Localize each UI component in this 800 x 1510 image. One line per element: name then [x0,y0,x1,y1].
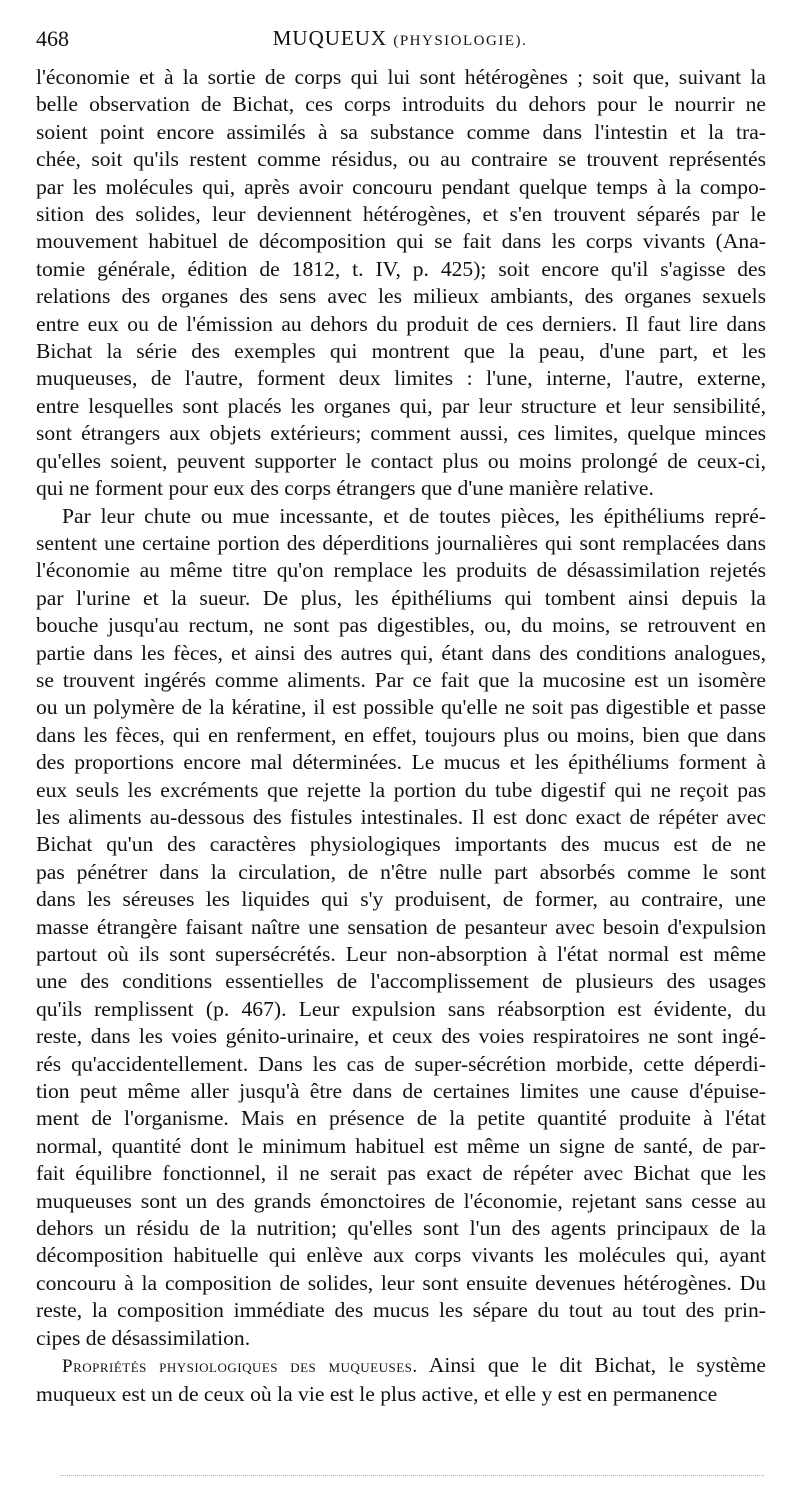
text-line: une des conditions essentielles de l'accomplissement de plusieurs des usages [36,969,766,994]
text-line: masse étrangère faisant naître une sensation de pesanteur avec besoin d'expulsion [36,914,766,939]
text-line: muqueuses, de l'autre, forment deux limites : l'une, interne, l'autre, externe, [36,366,766,391]
text-line: des proportions encore mal déterminées. Le mucus et les épithéliums forment à [36,750,766,775]
text-line: muqueux est un de ceux où la vie est le plus active, et elle y est en permanence [36,1381,718,1406]
text-line: partie dans les fèces, et ainsi des autres qui, étant dans des conditions analogues, [36,640,766,665]
text-line: par les molécules qui, après avoir concouru pendant quelque temps à la compo- [36,174,766,199]
text-line: Bichat qu'un des caractères physiologiques importants des mucus est de ne [36,832,766,857]
text-line: soient point encore assimilés à sa substance comme dans l'intestin et la tra- [36,119,766,144]
paragraph [36,64,766,503]
paragraph [36,503,766,1353]
text-line: pas pénétrer dans la circulation, de n'être nulle part absorbés comme le sont [36,859,766,884]
text-line: dehors un résidu de la nutrition; qu'elles sont l'un des agents principaux de la [36,1216,766,1241]
text-line: reste, la composition immédiate des mucus les sépare du tout au tout des prin- [36,1298,766,1323]
text-line: par l'urine et la sueur. De plus, les épithéliums qui tombent ainsi depuis la [36,585,766,610]
text-line: l'économie et à la sortie de corps qui lui sont hétérogènes ; soit que, suivant la [36,65,766,89]
text-line: sentent une certaine portion des déperditions journalières qui sont remplacées dans [36,530,766,555]
text-line: reste, dans les voies génito-urinaire, et ceux des voies respiratoires ne sont ingé- [36,1024,766,1049]
text-line: tion peut même aller jusqu'à être dans de certaines limites une cause d'épuise- [36,1079,766,1104]
text-line: l'économie au même titre qu'on remplace les produits de désassimilation rejetés [36,558,766,583]
text-line: bouche jusqu'au rectum, ne sont pas digestibles, ou, du moins, se retrouvent en [36,613,766,638]
text-line: les aliments au-dessous des fistules intestinales. Il est donc exact de répéter avec [36,804,766,829]
text-line: qui ne forment pour eux des corps étrangers que d'une manière relative. [36,476,654,501]
text-line: belle observation de Bichat, ces corps introduits du dehors pour le nourrir ne [36,92,766,117]
text-line: normal, quantité dont le minimum habituel est même un signe de santé, de par- [36,1133,766,1158]
text-line: dans les fèces, qui en renferment, en effet, toujours plus ou moins, bien que dans [36,722,766,747]
text-line: chée, soit qu'ils restent comme résidus, ou au contraire se trouvent représentés [36,147,766,172]
text-line: qu'elles soient, peuvent supporter le contact plus ou moins prolongé de ceux-ci, [36,448,766,473]
text-line: sition des solides, leur deviennent hétérogènes, et s'en trouvent séparés par le [36,202,766,227]
text-line: fait équilibre fonctionnel, il ne serait pas exact de répéter avec Bichat que les [36,1161,766,1186]
text-line: concouru à la composition de solides, leur sont ensuite devenues hétérogènes. Du [36,1270,766,1295]
running-title-main: MUQUEUX [272,26,388,50]
text-line: Par leur chute ou mue incessante, et de toutes pièces, les épithéliums repré- [62,503,766,528]
text-line: décomposition habituelle qui enlève aux corps vivants les molécules qui, ayant [36,1243,766,1268]
paragraph [36,1352,766,1408]
text-line: ou un polymère de la kératine, il est possible qu'elle ne soit pas digestible et passe [36,695,766,720]
running-title [36,26,764,51]
body-text [36,64,766,1408]
text-line: Bichat la série des exemples qui montrent que la peau, d'une part, et les [36,339,766,364]
text-line: sont étrangers aux objets extérieurs; comment aussi, ces limites, quelque minces [36,421,766,446]
text-line: entre lesquelles sont placés les organes qui, par leur structure et leur sensibilité, [36,393,766,418]
text-line: dans les séreuses les liquides qui s'y produisent, de former, au contraire, une [36,887,766,912]
text-line: rés qu'accidentellement. Dans les cas de super-sécrétion morbide, cette déperdi- [36,1051,766,1076]
text-line: mouvement habituel de décomposition qui se fait dans les corps vivants (Ana- [36,229,766,254]
text-line: Propriétés physiologiques des muqueuses. Ainsi que le dit Bichat, le système [62,1353,766,1378]
text-line: se trouvent ingérés comme aliments. Par ce fait que la mucosine est un isomère [36,667,766,692]
text-line: entre eux ou de l'émission au dehors du produit de ces derniers. Il faut lire dans [36,311,766,336]
text-line: muqueuses sont un des grands émonctoires de l'économie, rejetant sans cesse au [36,1188,766,1213]
text-line: qu'ils remplissent (p. 467). Leur expulsion sans réabsorption est évidente, du [36,996,766,1021]
text-line: cipes de désassimilation. [36,1325,251,1350]
page-number: 468 [36,26,69,51]
text-line: ment de l'organisme. Mais en présence de la petite quantité produite à l'état [36,1106,766,1131]
footer-dotted-rule [60,1475,764,1476]
text-line: relations des organes des sens avec les milieux ambiants, des organes sexuels [36,284,766,309]
text-line: tomie générale, édition de 1812, t. IV, p. 425); soit encore qu'il s'agisse des [36,256,766,281]
page-header [36,20,764,60]
running-title-sub: (PHYSIOLOGIE). [393,33,528,49]
text-line: eux seuls les excréments que rejette la portion du tube digestif qui ne reçoit pas [36,777,766,802]
section-heading: Propriétés physiologiques des muqueuses. [62,1356,418,1378]
text-line: partout où ils sont supersécrétés. Leur non-absorption à l'état normal est même [36,942,766,966]
